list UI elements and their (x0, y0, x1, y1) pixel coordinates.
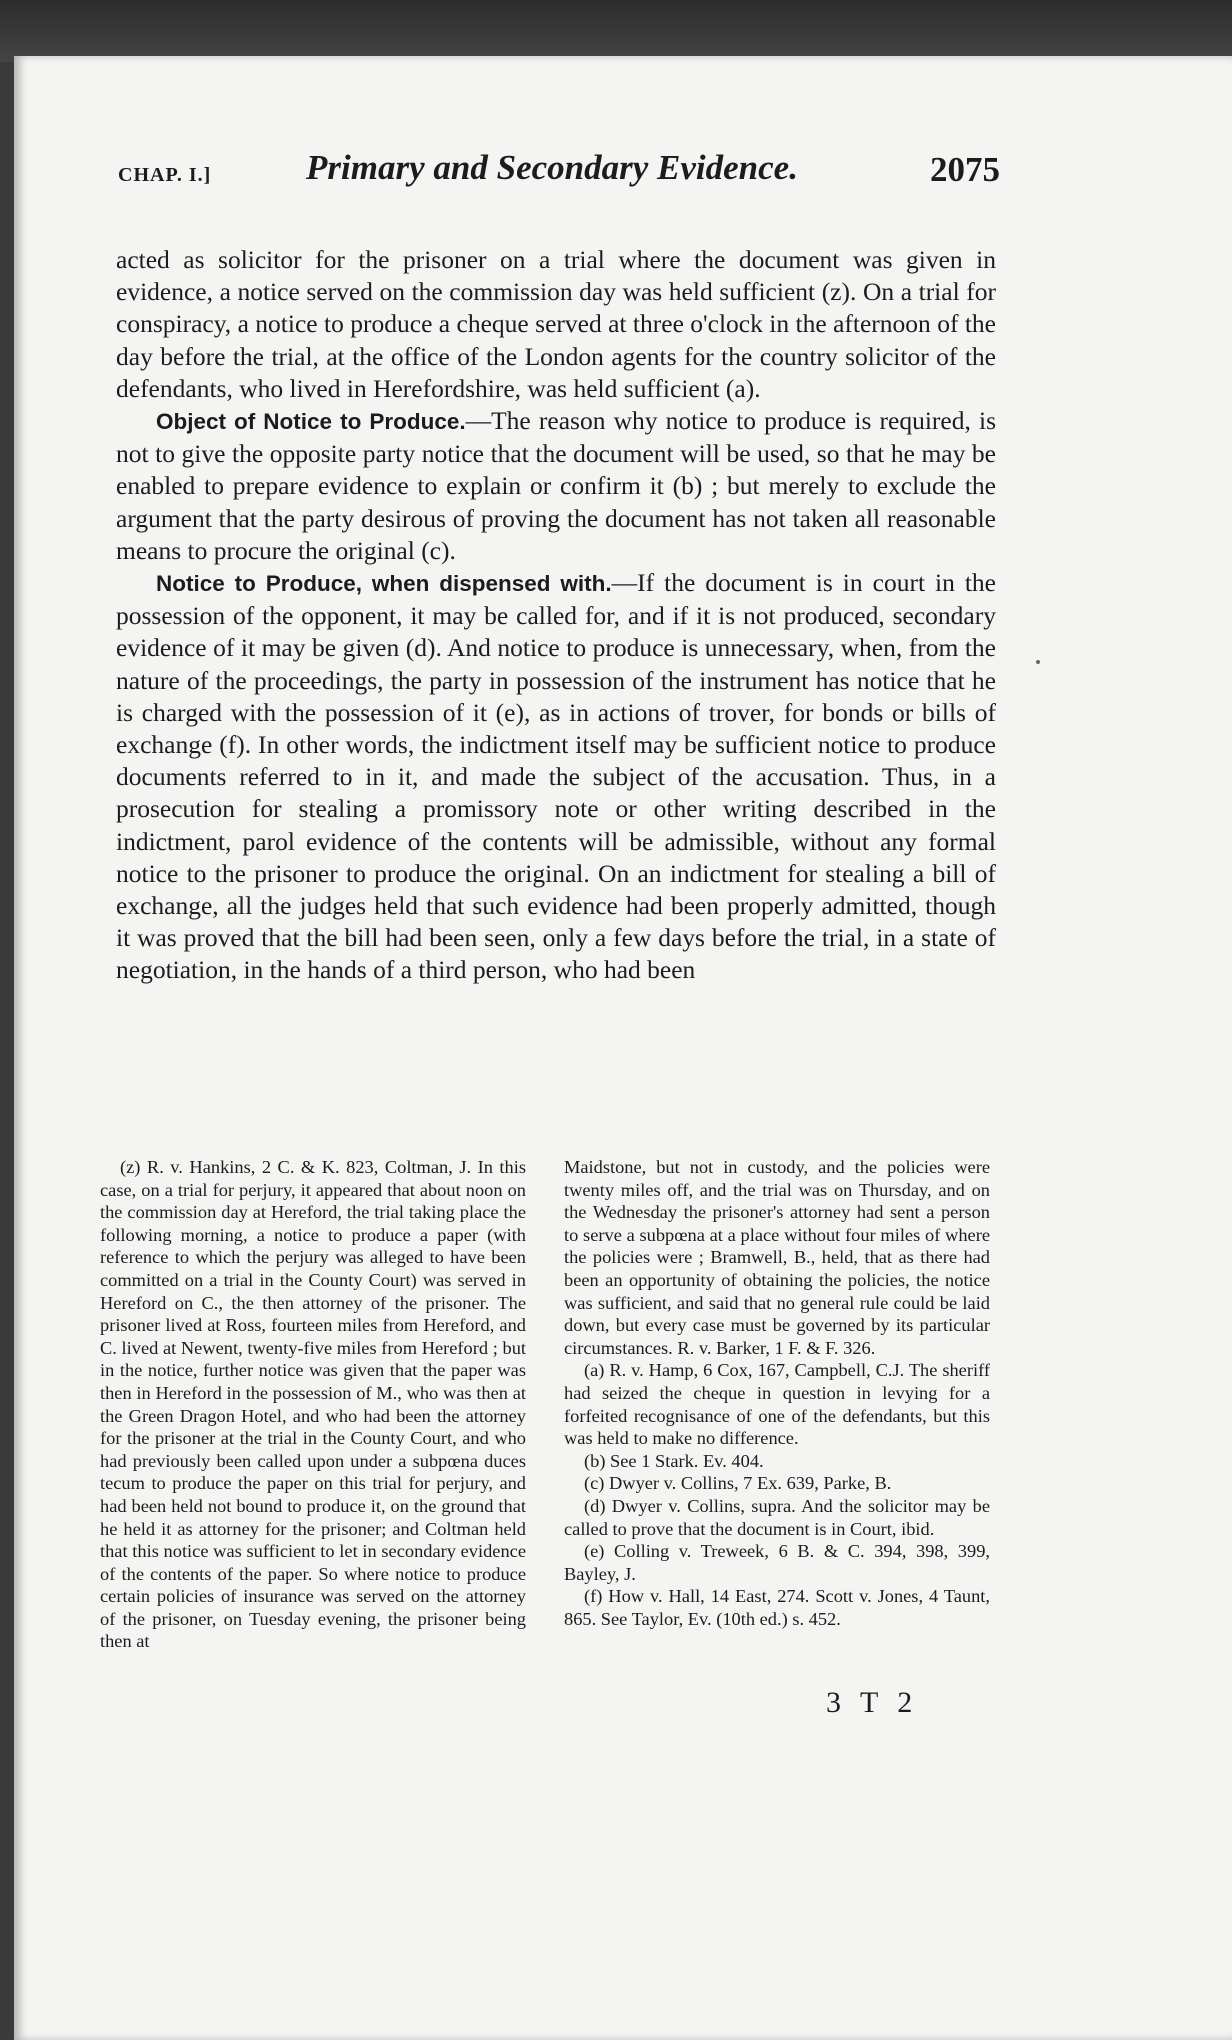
paragraph-text: —The reason why notice to produce is required, is not to give the opposite party notice that the document will be used, so that he may be enabled to prepare evidence to explain or confirm it (b) ; but merely to exclude the argument that the party desirous of proving the document has not taken all reasonable means to procure the original (c). (116, 406, 996, 565)
ink-speck (1036, 660, 1040, 664)
chapter-label: CHAP. I.] (118, 164, 212, 186)
page-number: 2075 (930, 150, 1000, 189)
footnote-e: (e) Colling v. Treweek, 6 B. & C. 394, 398, 399, Bayley, J. (564, 1541, 990, 1584)
footnote-column-left (100, 1156, 526, 1653)
paragraph-continued: acted as solicitor for the prisoner on a trial where the document was given in evidence, a notice served on the commission day was held sufficient (z). On a trial for conspiracy, a notice to produce a cheque served at three o'clock in the afternoon of the day before the trial, at the office of the London agents for the country solicitor of the defendants, who lived in Herefordshire, was held sufficient (a). (116, 245, 996, 403)
footnote-z-continued: Maidstone, but not in custody, and the policies were twenty miles off, and the trial was on Thursday, and on the Wednesday the prisoner's attorney had sent a person to serve a subpœna at a place without four miles of where the policies were ; Bramwell, B., held, that as there had been an opportunity of obtaining the policies, the notice was sufficient, and said that no general rule could be laid down, but every case must be governed by its particular circumstances. R. v. Barker, 1 F. & F. 326. (564, 1157, 990, 1358)
main-text (116, 244, 996, 987)
paragraph-text: —If the document is in court in the possession of the opponent, it may be called for, and if it is not produced, secondary evidence of it may be given (d). And notice to produce is unnecessary, when, from the nature of the proceedings, the party in possession of the instrument has notice that he is charged with the possession of it (e), as in actions of trover, for bonds or bills of exchange (f). In other words, the indictment itself may be sufficient notice to produce documents referred to in it, and made the subject of the accusation. Thus, in a prosecution for stealing a promissory note or other writing described in the indictment, parol evidence of the contents will be admissible, without any formal notice to the prisoner to produce the original. On an indictment for stealing a bill of exchange, all the judges held that such evidence had been properly admitted, though it was proved that the bill had been seen, only a few days before the trial, in a state of negotiation, in the hands of a third person, who had been (116, 568, 996, 985)
scan-border (0, 0, 1232, 62)
footnote-f: (f) How v. Hall, 14 East, 274. Scott v. Jones, 4 Taunt, 865. See Taylor, Ev. (10th ed.) s. 452. (564, 1586, 990, 1629)
printer-signature: 3 T 2 (826, 1686, 919, 1719)
footnotes (100, 1156, 990, 1653)
footnote-column-right (564, 1156, 990, 1653)
footnote-c: (c) Dwyer v. Collins, 7 Ex. 639, Parke, B. (584, 1473, 892, 1494)
running-head (104, 142, 1000, 206)
footnote-b: (b) See 1 Stark. Ev. 404. (584, 1450, 764, 1471)
paragraph-dispensed-with (116, 567, 996, 987)
footnote-d: (d) Dwyer v. Collins, supra. And the solicitor may be called to prove that the document is in Court, ibid. (564, 1495, 990, 1539)
running-title: Primary and Secondary Evidence. (306, 148, 798, 187)
footnote-a: (a) R. v. Hamp, 6 Cox, 167, Campbell, C.J. The sheriff had seized the cheque in question in levying for a forfeited recognisance of one of the defendants, but this was held to make no difference. (564, 1360, 990, 1449)
section-heading-object: Object of Notice to Produce. (156, 409, 466, 435)
paragraph-object-of-notice (116, 405, 996, 567)
footnote-z: (z) R. v. Hankins, 2 C. & K. 823, Coltman, J. In this case, on a trial for perjury, it appeared that about noon on the commission day at Hereford, the trial taking place the following morning, a notice to produce a paper (with reference to which the perjury was alleged to have been committed on a trial in the County Court) was served in Hereford on C., the then attorney of the prisoner. The prisoner lived at Ross, fourteen miles from Hereford, and C. lived at Newent, twenty-five miles from Hereford ; but in the notice, further notice was given that the paper was then in Hereford in the possession of M., who was then at the Green Dragon Hotel, and who had been the attorney for the prisoner at the trial in the County Court, and who had previously been called upon under a subpœna duces tecum to produce the paper on this trial for perjury, and had been held not bound to produce it, on the ground that he held it as attorney for the prisoner; and Coltman held that this notice was sufficient to let in secondary evidence of the contents of the paper. So where notice to produce certain policies of insurance was served on the attorney of the prisoner, on Tuesday evening, the prisoner being then at (100, 1157, 526, 1652)
section-heading-dispensed: Notice to Produce, when dispensed with. (156, 571, 612, 597)
